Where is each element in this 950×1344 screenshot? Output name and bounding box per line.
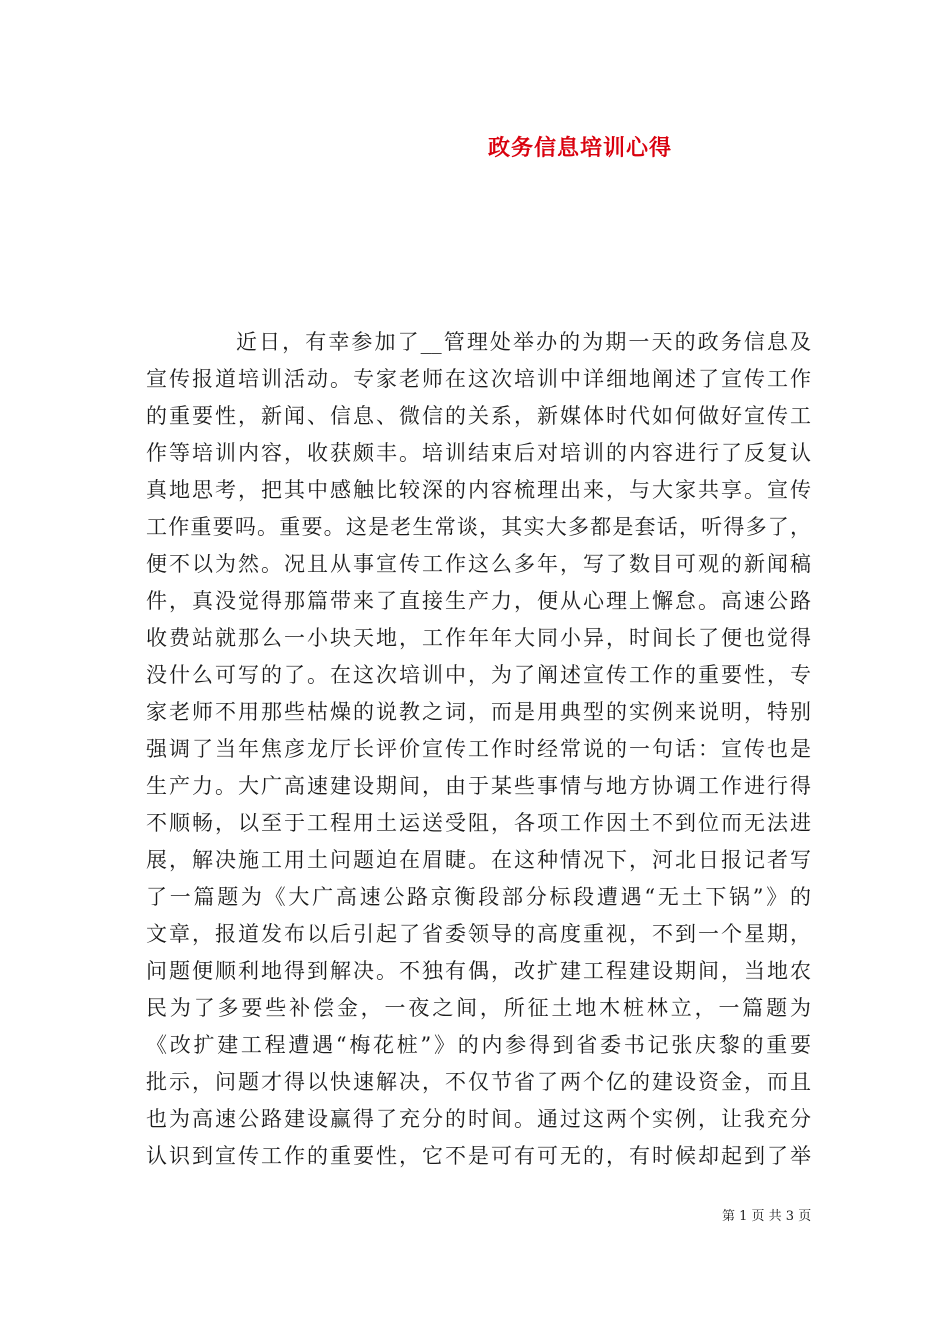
- page-number-footer: 第 1 页 共 3 页: [722, 1209, 812, 1224]
- paragraph-line: 真地思考，把其中感触比较深的内容梳理出来，与大家共享。宣传: [146, 478, 811, 502]
- body-paragraph: [146, 324, 811, 1175]
- paragraph-line: 强调了当年焦彦龙厅长评价宣传工作时经常说的一句话：宣传也是: [146, 737, 811, 761]
- paragraph-line: 也为高速公路建设赢得了充分的时间。通过这两个实例，让我充分: [146, 1107, 811, 1131]
- paragraph-line: 生产力。大广高速建设期间，由于某些事情与地方协调工作进行得: [146, 774, 811, 798]
- paragraph-line: 工作重要吗。重要。这是老生常谈，其实大多都是套话，听得多了，: [146, 515, 811, 539]
- paragraph-line: 文章，报道发布以后引起了省委领导的高度重视，不到一个星期，: [146, 922, 811, 946]
- paragraph-line: 件，真没觉得那篇带来了直接生产力，便从心理上懈怠。高速公路: [146, 589, 811, 613]
- paragraph-line: 批示，问题才得以快速解决，不仅节省了两个亿的建设资金，而且: [146, 1070, 811, 1094]
- paragraph-line: 了一篇题为《大广高速公路京衡段部分标段遭遇“无土下锅”》的: [146, 885, 811, 909]
- paragraph-line: 不顺畅，以至于工程用土运送受阻，各项工作因土不到位而无法进: [146, 811, 811, 835]
- document-title: 政务信息培训心得: [488, 135, 673, 161]
- paragraph-line: 的重要性，新闻、信息、微信的关系，新媒体时代如何做好宣传工: [146, 404, 811, 428]
- paragraph-line: 便不以为然。况且从事宣传工作这么多年，写了数目可观的新闻稿: [146, 552, 811, 576]
- paragraph-line: 问题便顺利地得到解决。不独有偶，改扩建工程建设期间，当地农: [146, 959, 811, 983]
- paragraph-line: 《改扩建工程遭遇“梅花桩”》的内参得到省委书记张庆黎的重要: [146, 1033, 811, 1057]
- paragraph-line: 近日，有幸参加了__管理处举办的为期一天的政务信息及: [236, 330, 811, 354]
- paragraph-line: 没什么可写的了。在这次培训中，为了阐述宣传工作的重要性，专: [146, 663, 811, 687]
- paragraph-line: 家老师不用那些枯燥的说教之词，而是用典型的实例来说明，特别: [146, 700, 811, 724]
- paragraph-line: 展，解决施工用土问题迫在眉睫。在这种情况下，河北日报记者写: [146, 848, 811, 872]
- paragraph-line: 宣传报道培训活动。专家老师在这次培训中详细地阐述了宣传工作: [146, 367, 811, 391]
- paragraph-line: 收费站就那么一小块天地，工作年年大同小异，时间长了便也觉得: [146, 626, 811, 650]
- paragraph-line: 认识到宣传工作的重要性，它不是可有可无的，有时候却起到了举: [146, 1144, 811, 1168]
- paragraph-line: 民为了多要些补偿金，一夜之间，所征土地木桩林立，一篇题为: [146, 996, 811, 1020]
- paragraph-line: 作等培训内容，收获颇丰。培训结束后对培训的内容进行了反复认: [146, 441, 811, 465]
